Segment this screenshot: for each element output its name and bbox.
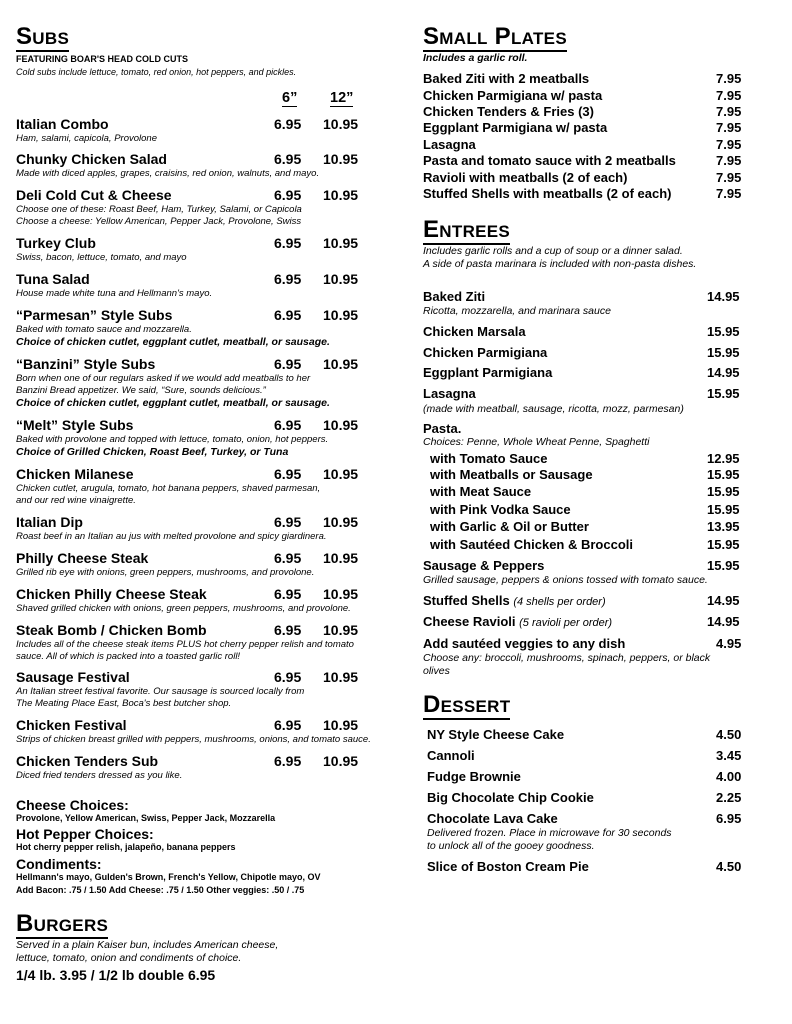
item-name: Baked Ziti [423, 289, 486, 304]
item-name: Slice of Boston Cream Pie [427, 859, 589, 874]
item-price: 3.45 [716, 748, 742, 763]
sub-desc: Choose a cheese: Yellow American, Pepper Jack, Provolone, Swiss [16, 216, 302, 227]
sub-choice: Choice of chicken cutlet, eggplant cutlet, meatball, or sausage. [16, 397, 330, 409]
item-name: Cannoli [427, 748, 475, 763]
sub-price-12: 10.95 [323, 717, 359, 733]
sub-price-12: 10.95 [323, 187, 359, 203]
hot-pepper-choices-title: Hot Pepper Choices: [16, 826, 154, 842]
pasta-title: Pasta. [423, 421, 462, 436]
sub-price-6: 6.95 [274, 717, 302, 733]
item-price: 15.95 [707, 386, 740, 401]
sub-name: Chicken Philly Cheese Steak [16, 586, 207, 602]
sub-desc: House made white tuna and Hellmann's mayo. [16, 288, 213, 299]
item-name: Ravioli with meatballs (2 of each) [423, 170, 628, 185]
subs-note: Cold subs include lettuce, tomato, red onion, hot peppers, and pickles. [16, 67, 297, 77]
sub-desc: Ham, salami, capicola, Provolone [16, 133, 157, 144]
item-name: Chicken Marsala [423, 324, 526, 339]
condiments-list: Hellmann's mayo, Gulden's Brown, French's Yellow, Chipotle mayo, OV [16, 872, 321, 882]
add-ons-list: Add Bacon: .75 / 1.50 Add Cheese: .75 / 1.50 Other veggies: .50 / .75 [16, 885, 305, 895]
entrees-title: Entrees [423, 216, 511, 243]
burgers-desc: lettuce, tomato, onion and condiments of choice. [16, 952, 242, 964]
pasta-option-price: 15.95 [707, 484, 740, 499]
sub-price-6: 6.95 [274, 417, 302, 433]
sub-name: Chicken Tenders Sub [16, 753, 159, 769]
item-name: NY Style Cheese Cake [427, 727, 565, 742]
sub-desc: Roast beef in an Italian au jus with melted provolone and spicy giardinera. [16, 531, 327, 542]
item-name: Cheese Ravioli [423, 614, 516, 629]
pasta-option-price: 15.95 [707, 467, 740, 482]
sub-desc: Diced fried tenders dressed as you like. [16, 770, 183, 781]
sub-choice: Choice of Grilled Chicken, Roast Beef, Turkey, or Tuna [16, 446, 289, 458]
cheese-choices-list: Provolone, Yellow American, Swiss, Pepper Jack, Mozzarella [16, 813, 276, 823]
item-name: Stuffed Shells [423, 593, 510, 608]
item-desc: olives [423, 665, 450, 677]
item-desc: Grilled sausage, peppers & onions tossed with tomato sauce. [423, 574, 708, 586]
burgers-prices: 1/4 lb. 3.95 / 1/2 lb double 6.95 [16, 967, 216, 983]
sub-price-6: 6.95 [274, 307, 302, 323]
sub-price-12: 10.95 [323, 514, 359, 530]
sub-price-12: 10.95 [323, 622, 359, 638]
sub-price-6: 6.95 [274, 466, 302, 482]
sub-price-6: 6.95 [274, 550, 302, 566]
entrees-note: Includes garlic rolls and a cup of soup or a dinner salad. [423, 245, 683, 257]
sub-name: Steak Bomb / Chicken Bomb [16, 622, 207, 638]
sub-name: Deli Cold Cut & Cheese [16, 187, 172, 203]
sub-price-6: 6.95 [274, 116, 302, 132]
sub-price-12: 10.95 [323, 307, 359, 323]
item-name: Eggplant Parmigiana w/ pasta [423, 120, 608, 135]
sub-name: Chicken Milanese [16, 466, 134, 482]
sub-price-12: 10.95 [323, 235, 359, 251]
pasta-option-price: 12.95 [707, 451, 740, 466]
item-price: 14.95 [707, 289, 740, 304]
item-desc: (made with meatball, sausage, ricotta, mozz, parmesan) [423, 403, 684, 415]
sub-desc: Baked with provolone and topped with lettuce, tomato, onion, hot peppers. [16, 434, 329, 445]
sub-price-12: 10.95 [323, 271, 359, 287]
sub-desc: Banzini Bread appetizer. We said, “Sure, sounds delicious.” [16, 385, 266, 396]
item-price: 6.95 [716, 811, 742, 826]
sub-price-12: 10.95 [323, 356, 359, 372]
sub-price-12: 10.95 [323, 669, 359, 685]
sub-price-6: 6.95 [274, 586, 302, 602]
sub-desc: sauce. All of which is packed into a toasted garlic roll! [16, 651, 241, 662]
sub-name: “Melt” Style Subs [16, 417, 134, 433]
item-name: Baked Ziti with 2 meatballs [423, 71, 590, 86]
sub-name: Tuna Salad [16, 271, 90, 287]
item-price: 14.95 [707, 593, 740, 608]
pasta-option-name: with Tomato Sauce [430, 451, 548, 466]
item-desc: Delivered frozen. Place in microwave for 30 seconds [427, 827, 672, 839]
item-note: (4 shells per order) [513, 596, 606, 608]
burgers-desc: Served in a plain Kaiser bun, includes American cheese, [16, 939, 279, 951]
item-price: 15.95 [707, 558, 740, 573]
sub-price-12: 10.95 [323, 550, 359, 566]
item-name: Add sautéed veggies to any dish [423, 636, 626, 651]
item-price: 4.50 [716, 727, 742, 742]
burgers-title: Burgers [16, 910, 109, 937]
sub-desc: The Meating Place East, Boca's best butcher shop. [16, 698, 232, 709]
item-price: 15.95 [707, 324, 740, 339]
size-12-header: 12” [330, 90, 354, 106]
item-name: Sausage & Peppers [423, 558, 545, 573]
item-name: Lasagna [423, 137, 476, 152]
sub-price-12: 10.95 [323, 466, 359, 482]
pasta-option-price: 15.95 [707, 537, 740, 552]
sub-price-12: 10.95 [323, 417, 359, 433]
sub-price-12: 10.95 [323, 116, 359, 132]
pasta-option-name: with Sautéed Chicken & Broccoli [430, 537, 633, 552]
subs-featuring: FEATURING BOAR'S HEAD COLD CUTS [16, 54, 188, 64]
pasta-option-name: with Meatballs or Sausage [430, 467, 593, 482]
sub-name: Turkey Club [16, 235, 96, 251]
size-6-header: 6” [282, 90, 298, 106]
item-price: 2.25 [716, 790, 742, 805]
sub-name: Chicken Festival [16, 717, 127, 733]
dessert-title: Dessert [423, 691, 511, 718]
sub-choice: Choice of chicken cutlet, eggplant cutlet, meatball, or sausage. [16, 336, 330, 348]
pasta-option-name: with Meat Sauce [430, 484, 532, 499]
sub-price-12: 10.95 [323, 151, 359, 167]
item-note: (5 ravioli per order) [519, 617, 613, 629]
item-price: 7.95 [716, 137, 742, 152]
pasta-option-name: with Garlic & Oil or Butter [430, 519, 589, 534]
pasta-option-name: with Pink Vodka Sauce [430, 502, 571, 517]
small-plates-note: Includes a garlic roll. [423, 52, 528, 64]
item-price: 7.95 [716, 120, 742, 135]
sub-desc: Chicken cutlet, arugula, tomato, hot banana peppers, shaved parmesan, [16, 483, 321, 494]
sub-price-12: 10.95 [323, 753, 359, 769]
item-desc: Choose any: broccoli, mushrooms, spinach, peppers, or black [423, 652, 711, 664]
item-price: 14.95 [707, 365, 740, 380]
item-price: 7.95 [716, 153, 742, 168]
item-name: Chicken Parmigiana [423, 345, 548, 360]
sub-price-6: 6.95 [274, 235, 302, 251]
sub-name: Philly Cheese Steak [16, 550, 149, 566]
item-desc: Ricotta, mozzarella, and marinara sauce [423, 305, 611, 317]
entrees-note: A side of pasta marinara is included with non-pasta dishes. [423, 258, 697, 270]
condiments-title: Condiments: [16, 856, 102, 872]
item-price: 4.50 [716, 859, 742, 874]
sub-price-6: 6.95 [274, 151, 302, 167]
item-name: Chicken Parmigiana w/ pasta [423, 88, 603, 103]
sub-name: Sausage Festival [16, 669, 130, 685]
sub-desc: Includes all of the cheese steak items PLUS hot cherry pepper relish and tomato [16, 639, 354, 650]
sub-price-6: 6.95 [274, 356, 302, 372]
item-price: 7.95 [716, 186, 742, 201]
item-price: 7.95 [716, 170, 742, 185]
subs-title: Subs [16, 23, 70, 50]
sub-desc: Shaved grilled chicken with onions, green peppers, mushrooms, and provolone. [16, 603, 351, 614]
sub-name: Chunky Chicken Salad [16, 151, 167, 167]
sub-name: Italian Dip [16, 514, 83, 530]
item-price: 4.95 [716, 636, 742, 651]
sub-desc: Born when one of our regulars asked if we would add meatballs to her [16, 373, 311, 384]
item-name: Fudge Brownie [427, 769, 521, 784]
cheese-choices-title: Cheese Choices: [16, 797, 129, 813]
sub-name: Italian Combo [16, 116, 109, 132]
item-desc: to unlock all of the gooey goodness. [427, 840, 595, 852]
item-price: 15.95 [707, 345, 740, 360]
item-name: Chicken Tenders & Fries (3) [423, 104, 594, 119]
sub-price-6: 6.95 [274, 187, 302, 203]
sub-price-6: 6.95 [274, 514, 302, 530]
sub-price-6: 6.95 [274, 753, 302, 769]
sub-desc: and our red wine vinaigrette. [16, 495, 136, 506]
sub-price-6: 6.95 [274, 669, 302, 685]
sub-desc: Choose one of these: Roast Beef, Ham, Turkey, Salami, or Capicola [16, 204, 302, 215]
item-price: 7.95 [716, 71, 742, 86]
item-name: Eggplant Parmigiana [423, 365, 553, 380]
sub-name: “Parmesan” Style Subs [16, 307, 173, 323]
sub-desc: Swiss, bacon, lettuce, tomato, and mayo [16, 252, 187, 263]
item-name: Stuffed Shells with meatballs (2 of each) [423, 186, 672, 201]
sub-desc: An Italian street festival favorite. Our sausage is sourced locally from [16, 686, 305, 697]
item-price: 7.95 [716, 104, 742, 119]
small-plates-title: Small Plates [423, 23, 567, 50]
item-name: Chocolate Lava Cake [427, 811, 558, 826]
sub-desc: Strips of chicken breast grilled with peppers, mushrooms, onions, and tomato sauce. [16, 734, 371, 745]
sub-price-12: 10.95 [323, 586, 359, 602]
sub-desc: Grilled rib eye with onions, green peppers, mushrooms, and provolone. [16, 567, 315, 578]
sub-name: “Banzini” Style Subs [16, 356, 156, 372]
item-name: Lasagna [423, 386, 476, 401]
pasta-option-price: 13.95 [707, 519, 740, 534]
item-price: 7.95 [716, 88, 742, 103]
item-price: 14.95 [707, 614, 740, 629]
hot-pepper-choices-list: Hot cherry pepper relish, jalapeño, banana peppers [16, 842, 236, 852]
sub-price-6: 6.95 [274, 271, 302, 287]
item-name: Pasta and tomato sauce with 2 meatballs [423, 153, 676, 168]
sub-desc: Made with diced apples, grapes, craisins, red onion, walnuts, and mayo. [16, 168, 320, 179]
sub-desc: Baked with tomato sauce and mozzarella. [16, 324, 192, 335]
item-name: Big Chocolate Chip Cookie [427, 790, 594, 805]
pasta-choices: Choices: Penne, Whole Wheat Penne, Spaghetti [423, 436, 650, 448]
pasta-option-price: 15.95 [707, 502, 740, 517]
sub-price-6: 6.95 [274, 622, 302, 638]
item-price: 4.00 [716, 769, 742, 784]
